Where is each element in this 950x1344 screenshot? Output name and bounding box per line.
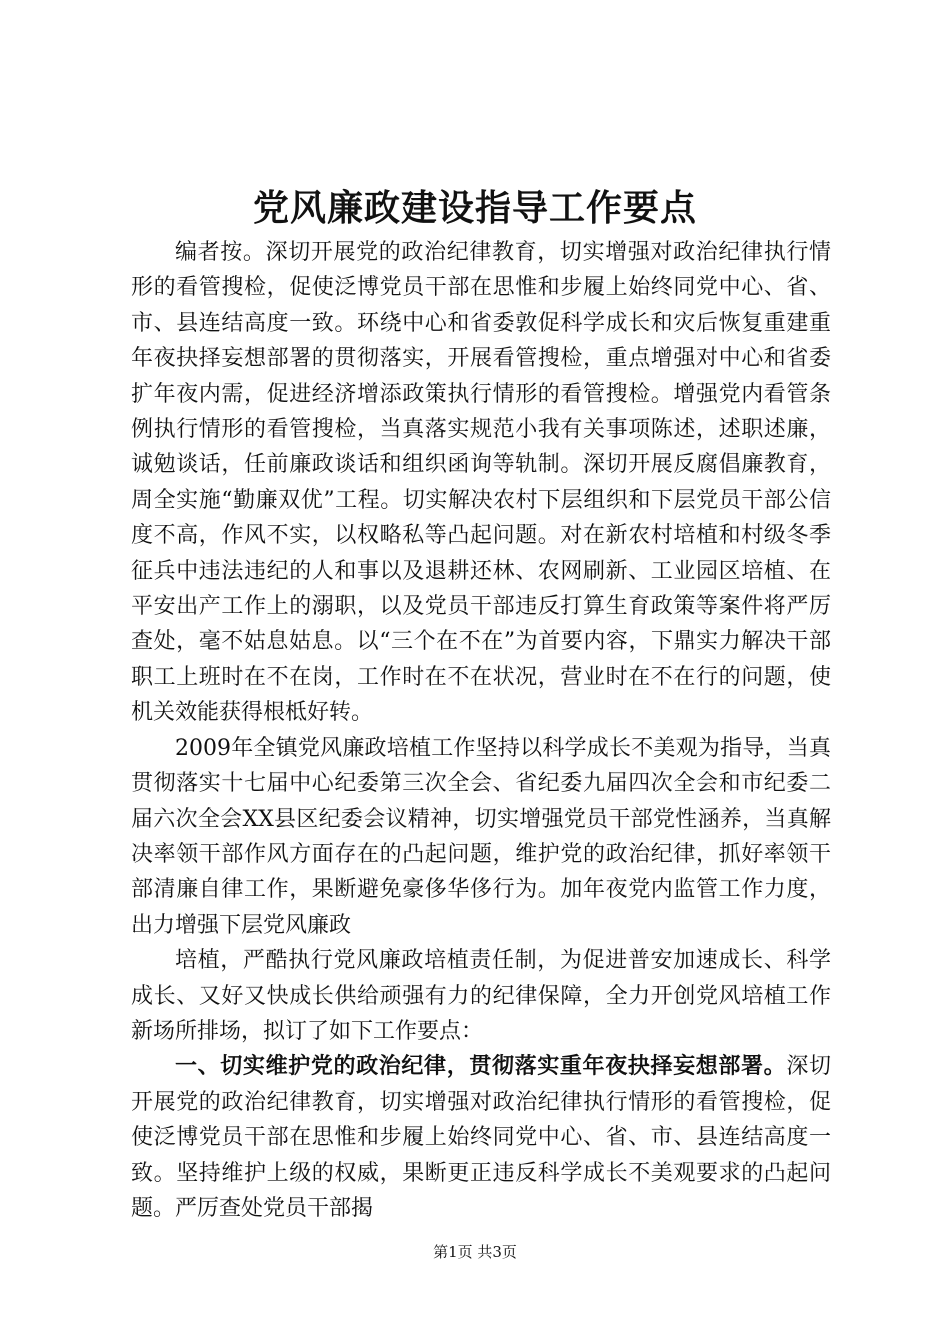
section-heading: 一、切实维护党的政治纪律，贯彻落实重年夜抉择妄想部署。 bbox=[175, 1053, 787, 1080]
document-body bbox=[131, 235, 831, 1226]
paragraph-text: 深切开展党的政治纪律教育，切实增强对政治纪律执行情形的看管搜检，促使泛博党员干部在思惟和步履上始终同党中心、省、市、县连结高度一致。坚持维护上级的权威，果断更正违反科学成长不美观要求的凸起问题。严厉查处党员干部揭 bbox=[131, 1054, 831, 1221]
paragraph-text: 编者按。深切开展党的政治纪律教育，切实增强对政治纪律执行情形的看管搜检，促使泛博党员干部在思惟和步履上始终同党中心、省、市、县连结高度一致。环绕中心和省委敦促科学成长和灾后恢复重建重年夜抉择妄想部署的贯彻落实，开展看管搜检，重点增强对中心和省委扩年夜内需，促进经济增添政策执行情形的看管搜检。增强党内看管条例执行情形的看管搜检，当真落实规范小我有关事项陈述，述职述廉，诚勉谈话，任前廉政谈话和组织函询等轨制。深切开展反腐倡廉教育，周全实施“勤廉双优”工程。切实解决农村下层组织和下层党员干部公信度不高，作风不实，以权略私等凸起问题。对在新农村培植和村级冬季征兵中违法违纪的人和事以及退耕还林、农网刷新、工业园区培植、在平安出产工作上的溺职，以及党员干部违反打算生育政策等案件将严厉查处，毫不姑息姑息。以“三个在不在”为首要内容，下鼎实力解决干部职工上班时在不在岗，工作时在不在状况，营业时在不在行的问题，使机关效能获得根柢好转。 bbox=[131, 240, 831, 726]
paragraph-text: 2009年全镇党风廉政培植工作坚持以科学成长不美观为指导，当真贯彻落实十七届中心纪委第三次全会、省纪委九届四次全会和市纪委二届六次全会XX县区纪委会议精神，切实增强党员干部党性涵养，当真解决率领干部作风方面存在的凸起问题，维护党的政治纪律，抓好率领干部清廉自律工作，果断避免豪侈华侈行为。加年夜党内监管工作力度，出力增强下层党风廉政 bbox=[131, 735, 831, 938]
paragraph-text: 培植，严酷执行党风廉政培植责任制，为促进普安加速成长、科学成长、又好又快成长供给顽强有力的纪律保障，全力开创党风培植工作新场所排场，拟订了如下工作要点： bbox=[131, 948, 831, 1044]
page-number-footer: 第1页 共3页 bbox=[433, 1243, 517, 1261]
paragraph-editor-note bbox=[131, 235, 831, 731]
document-title: 党风廉政建设指导工作要点 bbox=[252, 187, 697, 229]
paragraph-continuation bbox=[131, 943, 831, 1049]
paragraph-2009-overview bbox=[131, 731, 831, 943]
paragraph-section-one bbox=[131, 1049, 831, 1226]
